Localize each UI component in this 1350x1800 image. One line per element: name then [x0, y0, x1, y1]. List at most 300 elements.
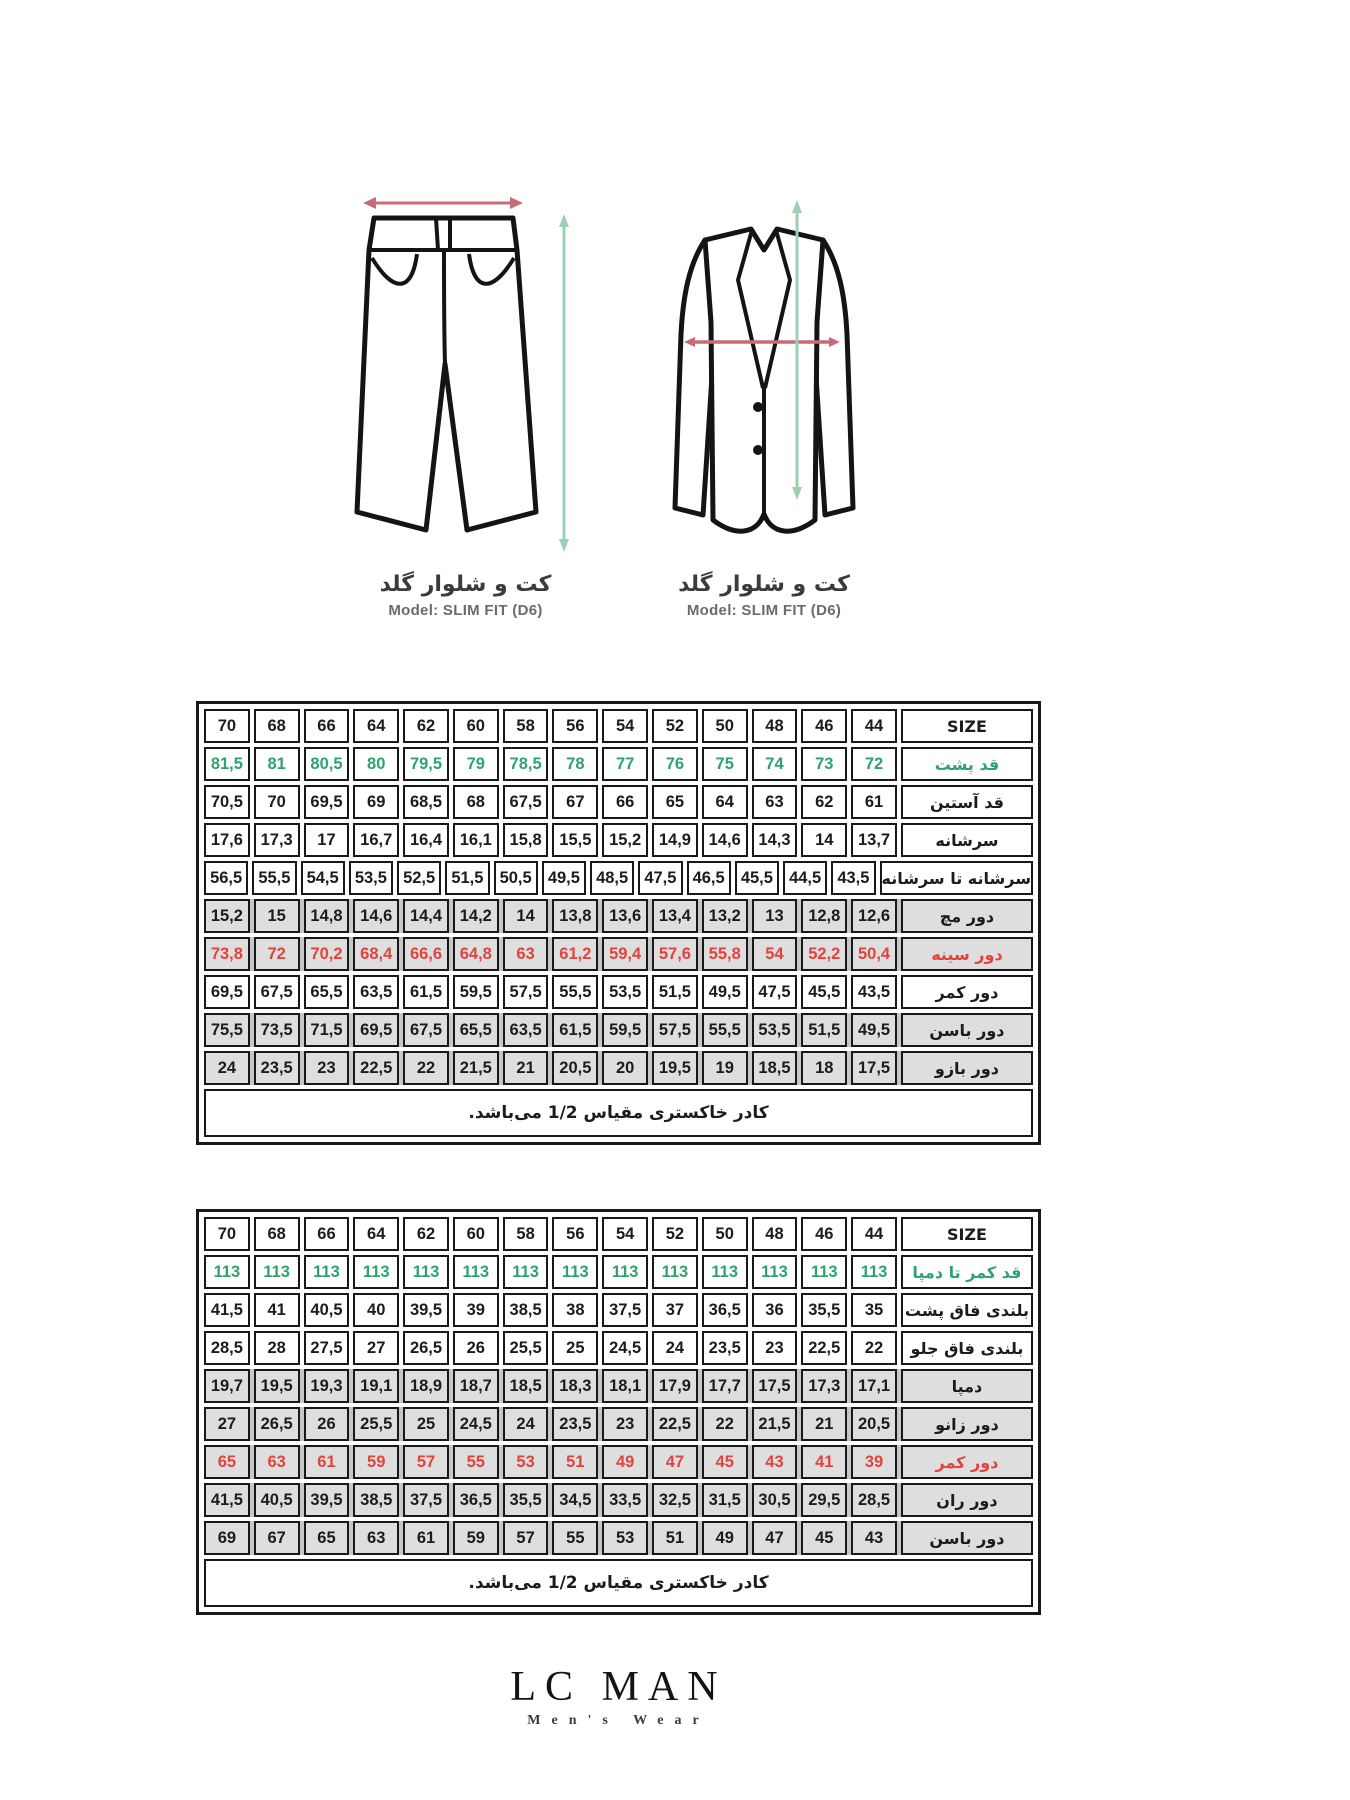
measure-value-cell: 14,4	[403, 899, 449, 933]
measure-value-cell: 59,5	[453, 975, 499, 1009]
measure-label-cell: بلندی فاق پشت	[901, 1293, 1033, 1327]
measure-value-cell: 13	[752, 899, 798, 933]
jacket-model: Model: SLIM FIT (D6)	[686, 602, 842, 619]
measure-value-cell: 49,5	[702, 975, 748, 1009]
measure-value-cell: 35,5	[801, 1293, 847, 1327]
measure-value-cell: 30,5	[752, 1483, 798, 1517]
measure-label-cell: دور باسن	[901, 1013, 1033, 1047]
measure-label-cell: دور سینه	[901, 937, 1033, 971]
size-cell: 60	[453, 709, 499, 743]
measure-label-cell: قد آستین	[901, 785, 1033, 819]
measure-value-cell: 35	[851, 1293, 897, 1327]
measure-value-cell: 20	[602, 1051, 648, 1085]
measure-value-cell: 81	[254, 747, 300, 781]
measure-value-cell: 67,5	[403, 1013, 449, 1047]
measure-value-cell: 53	[503, 1445, 549, 1479]
measure-value-cell: 29,5	[801, 1483, 847, 1517]
size-cell: 54	[602, 1217, 648, 1251]
measure-value-cell: 64	[702, 785, 748, 819]
measure-value-cell: 43	[851, 1521, 897, 1555]
measure-value-cell: 12,6	[851, 899, 897, 933]
measure-value-cell: 45	[702, 1445, 748, 1479]
measure-row	[204, 823, 1033, 857]
measure-value-cell: 69,5	[304, 785, 350, 819]
measure-value-cell: 36	[752, 1293, 798, 1327]
size-cell: 58	[503, 1217, 549, 1251]
size-cell: 64	[353, 709, 399, 743]
measure-value-cell: 65,5	[304, 975, 350, 1009]
measure-value-cell: 61,5	[552, 1013, 598, 1047]
measure-value-cell: 24	[652, 1331, 698, 1365]
measure-value-cell: 50,5	[494, 861, 538, 895]
size-cell: 62	[403, 709, 449, 743]
measure-value-cell: 47	[652, 1445, 698, 1479]
measure-row	[204, 899, 1033, 933]
measure-value-cell: 49,5	[851, 1013, 897, 1047]
measure-value-cell: 70,2	[304, 937, 350, 971]
pants-caption	[380, 572, 552, 619]
measure-value-cell: 70	[254, 785, 300, 819]
measure-row	[204, 785, 1033, 819]
measure-value-cell: 24	[503, 1407, 549, 1441]
size-cell: 62	[403, 1217, 449, 1251]
measure-value-cell: 47	[752, 1521, 798, 1555]
measure-value-cell: 31,5	[702, 1483, 748, 1517]
measure-value-cell: 22	[851, 1331, 897, 1365]
measure-value-cell: 36,5	[702, 1293, 748, 1327]
measure-row	[204, 1331, 1033, 1365]
measure-value-cell: 25,5	[503, 1331, 549, 1365]
measure-value-cell: 34,5	[552, 1483, 598, 1517]
size-cell: 66	[304, 709, 350, 743]
measure-value-cell: 15,5	[552, 823, 598, 857]
measure-value-cell: 19,5	[652, 1051, 698, 1085]
measure-value-cell: 62	[801, 785, 847, 819]
measure-value-cell: 59	[453, 1521, 499, 1555]
measure-value-cell: 18,7	[453, 1369, 499, 1403]
scale-footnote: کادر خاکستری مقیاس 1/2 می‌باشد.	[204, 1089, 1033, 1137]
measure-row	[204, 1051, 1033, 1085]
measure-value-cell: 113	[453, 1255, 499, 1289]
measure-value-cell: 43,5	[851, 975, 897, 1009]
size-cell: 54	[602, 709, 648, 743]
measure-value-cell: 15,8	[503, 823, 549, 857]
measure-value-cell: 18,5	[503, 1369, 549, 1403]
measure-value-cell: 28	[254, 1331, 300, 1365]
measure-label-cell: دور کمر	[901, 975, 1033, 1009]
measure-value-cell: 73,8	[204, 937, 250, 971]
measure-value-cell: 13,2	[702, 899, 748, 933]
measure-value-cell: 69,5	[204, 975, 250, 1009]
pants-figure	[348, 192, 583, 619]
size-cell: 48	[752, 709, 798, 743]
measure-value-cell: 51,5	[652, 975, 698, 1009]
size-cell: 52	[652, 709, 698, 743]
measure-value-cell: 75	[702, 747, 748, 781]
measure-value-cell: 39	[851, 1445, 897, 1479]
measure-value-cell: 61,5	[403, 975, 449, 1009]
measure-value-cell: 16,1	[453, 823, 499, 857]
measure-value-cell: 19	[702, 1051, 748, 1085]
measure-value-cell: 64,8	[453, 937, 499, 971]
measure-value-cell: 37,5	[602, 1293, 648, 1327]
measure-value-cell: 13,6	[602, 899, 648, 933]
measure-value-cell: 27	[353, 1331, 399, 1365]
measure-value-cell: 14,6	[702, 823, 748, 857]
measure-value-cell: 22,5	[801, 1331, 847, 1365]
measure-row	[204, 1407, 1033, 1441]
measure-value-cell: 55,5	[702, 1013, 748, 1047]
measure-value-cell: 113	[254, 1255, 300, 1289]
measure-value-cell: 53	[602, 1521, 648, 1555]
measure-value-cell: 25,5	[353, 1407, 399, 1441]
measure-value-cell: 113	[602, 1255, 648, 1289]
measure-value-cell: 67,5	[254, 975, 300, 1009]
measure-value-cell: 14	[503, 899, 549, 933]
size-header-cell: SIZE	[901, 1217, 1033, 1251]
measure-value-cell: 54	[752, 937, 798, 971]
measure-value-cell: 14,6	[353, 899, 399, 933]
measure-value-cell: 23	[752, 1331, 798, 1365]
measure-value-cell: 18,9	[403, 1369, 449, 1403]
measure-value-cell: 22	[702, 1407, 748, 1441]
measure-label-cell: دور زانو	[901, 1407, 1033, 1441]
measure-value-cell: 78	[552, 747, 598, 781]
measure-value-cell: 67	[254, 1521, 300, 1555]
measure-value-cell: 39	[453, 1293, 499, 1327]
measure-value-cell: 47,5	[752, 975, 798, 1009]
measure-value-cell: 113	[503, 1255, 549, 1289]
brand-logo	[196, 1663, 1041, 1729]
measure-value-cell: 18,1	[602, 1369, 648, 1403]
measure-value-cell: 69	[353, 785, 399, 819]
measure-row	[204, 747, 1033, 781]
size-header-row	[204, 709, 1033, 743]
measure-row	[204, 937, 1033, 971]
measure-value-cell: 81,5	[204, 747, 250, 781]
jacket-figure	[639, 192, 889, 619]
size-cell: 44	[851, 1217, 897, 1251]
measure-value-cell: 55	[552, 1521, 598, 1555]
measure-value-cell: 59	[353, 1445, 399, 1479]
size-cell: 48	[752, 1217, 798, 1251]
measure-value-cell: 79	[453, 747, 499, 781]
measure-value-cell: 41,5	[204, 1293, 250, 1327]
measure-value-cell: 28,5	[851, 1483, 897, 1517]
size-cell: 60	[453, 1217, 499, 1251]
measure-value-cell: 65	[304, 1521, 350, 1555]
size-cell: 46	[801, 709, 847, 743]
measure-value-cell: 61	[403, 1521, 449, 1555]
measure-label-cell: دمپا	[901, 1369, 1033, 1403]
size-cell: 66	[304, 1217, 350, 1251]
measure-value-cell: 23,5	[552, 1407, 598, 1441]
measure-value-cell: 41	[801, 1445, 847, 1479]
measure-row	[204, 1369, 1033, 1403]
pants-diagram-icon	[348, 192, 583, 564]
measure-value-cell: 19,1	[353, 1369, 399, 1403]
measure-value-cell: 17,3	[801, 1369, 847, 1403]
size-cell: 56	[552, 1217, 598, 1251]
measure-value-cell: 72	[254, 937, 300, 971]
measure-value-cell: 36,5	[453, 1483, 499, 1517]
measure-value-cell: 17,3	[254, 823, 300, 857]
measure-value-cell: 51	[652, 1521, 698, 1555]
measure-value-cell: 63	[503, 937, 549, 971]
jacket-caption	[678, 572, 850, 619]
measure-value-cell: 21,5	[453, 1051, 499, 1085]
measure-value-cell: 44,5	[783, 861, 827, 895]
measure-value-cell: 50,4	[851, 937, 897, 971]
measure-value-cell: 28,5	[204, 1331, 250, 1365]
measure-value-cell: 57,5	[652, 1013, 698, 1047]
measure-value-cell: 45	[801, 1521, 847, 1555]
measure-value-cell: 13,4	[652, 899, 698, 933]
measure-value-cell: 80	[353, 747, 399, 781]
measure-value-cell: 17,5	[851, 1051, 897, 1085]
measure-value-cell: 39,5	[403, 1293, 449, 1327]
measure-label-cell: قد کمر تا دمپا	[901, 1255, 1033, 1289]
size-cell: 44	[851, 709, 897, 743]
measure-value-cell: 19,7	[204, 1369, 250, 1403]
measure-value-cell: 23	[304, 1051, 350, 1085]
measure-value-cell: 51,5	[445, 861, 489, 895]
measure-value-cell: 23,5	[702, 1331, 748, 1365]
measure-value-cell: 17,1	[851, 1369, 897, 1403]
measure-row	[204, 1013, 1033, 1047]
measure-value-cell: 41	[254, 1293, 300, 1327]
brand-logo-subtitle: Men's Wear	[527, 1713, 710, 1728]
measure-value-cell: 59,4	[602, 937, 648, 971]
measure-value-cell: 40	[353, 1293, 399, 1327]
size-cell: 64	[353, 1217, 399, 1251]
measure-value-cell: 17,7	[702, 1369, 748, 1403]
measure-value-cell: 59,5	[602, 1013, 648, 1047]
measure-value-cell: 49,5	[542, 861, 586, 895]
measure-value-cell: 22,5	[652, 1407, 698, 1441]
measure-value-cell: 113	[801, 1255, 847, 1289]
measure-value-cell: 17	[304, 823, 350, 857]
measure-value-cell: 65	[204, 1445, 250, 1479]
measure-value-cell: 21	[801, 1407, 847, 1441]
measure-value-cell: 56,5	[204, 861, 248, 895]
measure-value-cell: 113	[652, 1255, 698, 1289]
measure-value-cell: 55,5	[552, 975, 598, 1009]
measure-value-cell: 38,5	[503, 1293, 549, 1327]
measure-label-cell: دور باسن	[901, 1521, 1033, 1555]
measure-value-cell: 68,5	[403, 785, 449, 819]
measure-value-cell: 26	[304, 1407, 350, 1441]
measure-value-cell: 113	[851, 1255, 897, 1289]
measure-value-cell: 70,5	[204, 785, 250, 819]
measure-value-cell: 49	[602, 1445, 648, 1479]
measure-value-cell: 53,5	[349, 861, 393, 895]
measure-value-cell: 25	[552, 1331, 598, 1365]
measure-value-cell: 61	[304, 1445, 350, 1479]
measure-value-cell: 67,5	[503, 785, 549, 819]
measure-value-cell: 14	[801, 823, 847, 857]
measure-value-cell: 113	[204, 1255, 250, 1289]
measure-value-cell: 17,9	[652, 1369, 698, 1403]
measure-value-cell: 13,7	[851, 823, 897, 857]
measure-value-cell: 19,3	[304, 1369, 350, 1403]
measure-value-cell: 63	[254, 1445, 300, 1479]
measure-value-cell: 14,8	[304, 899, 350, 933]
pants-size-table	[196, 1209, 1041, 1615]
measure-label-cell: بلندی فاق جلو	[901, 1331, 1033, 1365]
measure-value-cell: 27,5	[304, 1331, 350, 1365]
measure-row	[204, 1293, 1033, 1327]
measure-value-cell: 74	[752, 747, 798, 781]
measure-value-cell: 32,5	[652, 1483, 698, 1517]
measure-value-cell: 43,5	[831, 861, 875, 895]
size-cell: 50	[702, 1217, 748, 1251]
measure-value-cell: 16,4	[403, 823, 449, 857]
pants-title: کت و شلوار گلد	[379, 572, 552, 597]
measure-value-cell: 18,5	[752, 1051, 798, 1085]
measure-value-cell: 20,5	[552, 1051, 598, 1085]
size-cell: 70	[204, 1217, 250, 1251]
measure-value-cell: 26	[453, 1331, 499, 1365]
measure-value-cell: 52,5	[397, 861, 441, 895]
measure-value-cell: 38	[552, 1293, 598, 1327]
measure-value-cell: 22,5	[353, 1051, 399, 1085]
size-cell: 68	[254, 709, 300, 743]
measure-value-cell: 25	[403, 1407, 449, 1441]
measure-row	[204, 1521, 1033, 1555]
measure-value-cell: 113	[304, 1255, 350, 1289]
measure-value-cell: 24,5	[602, 1331, 648, 1365]
size-cell: 70	[204, 709, 250, 743]
measure-value-cell: 73,5	[254, 1013, 300, 1047]
scale-footnote: کادر خاکستری مقیاس 1/2 می‌باشد.	[204, 1559, 1033, 1607]
brand-logo-title: LC MAN	[510, 1664, 727, 1710]
measure-value-cell: 52,2	[801, 937, 847, 971]
measure-row	[204, 1483, 1033, 1517]
measure-value-cell: 23,5	[254, 1051, 300, 1085]
measure-value-cell: 22	[403, 1051, 449, 1085]
measure-value-cell: 51	[552, 1445, 598, 1479]
measure-value-cell: 40,5	[304, 1293, 350, 1327]
measure-value-cell: 21	[503, 1051, 549, 1085]
measure-value-cell: 113	[702, 1255, 748, 1289]
measure-value-cell: 23	[602, 1407, 648, 1441]
size-cell: 46	[801, 1217, 847, 1251]
measure-value-cell: 17,5	[752, 1369, 798, 1403]
measure-value-cell: 68,4	[353, 937, 399, 971]
measure-value-cell: 53,5	[602, 975, 648, 1009]
measure-value-cell: 19,5	[254, 1369, 300, 1403]
measure-value-cell: 63,5	[353, 975, 399, 1009]
measure-value-cell: 40,5	[254, 1483, 300, 1517]
measure-value-cell: 15,2	[204, 899, 250, 933]
measure-value-cell: 48,5	[590, 861, 634, 895]
measure-value-cell: 55	[453, 1445, 499, 1479]
measure-value-cell: 68	[453, 785, 499, 819]
measure-value-cell: 45,5	[801, 975, 847, 1009]
measure-value-cell: 20,5	[851, 1407, 897, 1441]
measure-value-cell: 38,5	[353, 1483, 399, 1517]
measure-value-cell: 14,9	[652, 823, 698, 857]
measure-value-cell: 66,6	[403, 937, 449, 971]
measure-value-cell: 55,8	[702, 937, 748, 971]
measure-label-cell: دور کمر	[901, 1445, 1033, 1479]
measure-value-cell: 113	[403, 1255, 449, 1289]
measure-label-cell: دور ران	[901, 1483, 1033, 1517]
measure-value-cell: 18	[801, 1051, 847, 1085]
measure-value-cell: 69	[204, 1521, 250, 1555]
measure-value-cell: 17,6	[204, 823, 250, 857]
measure-value-cell: 113	[552, 1255, 598, 1289]
size-cell: 58	[503, 709, 549, 743]
measure-value-cell: 77	[602, 747, 648, 781]
jacket-size-table	[196, 701, 1041, 1145]
measure-value-cell: 65	[652, 785, 698, 819]
measure-value-cell: 76	[652, 747, 698, 781]
measure-value-cell: 24	[204, 1051, 250, 1085]
measure-value-cell: 113	[752, 1255, 798, 1289]
measure-value-cell: 14,3	[752, 823, 798, 857]
measure-value-cell: 78,5	[503, 747, 549, 781]
measure-value-cell: 75,5	[204, 1013, 250, 1047]
measure-value-cell: 65,5	[453, 1013, 499, 1047]
measure-value-cell: 54,5	[301, 861, 345, 895]
measure-label-cell: قد پشت	[901, 747, 1033, 781]
measure-value-cell: 26,5	[254, 1407, 300, 1441]
measure-value-cell: 63,5	[503, 1013, 549, 1047]
measure-value-cell: 14,2	[453, 899, 499, 933]
size-header-row	[204, 1217, 1033, 1251]
measure-label-cell: سرشانه تا سرشانه	[880, 861, 1033, 895]
content-column	[196, 0, 1041, 1729]
figures-row	[196, 0, 1041, 619]
measure-value-cell: 12,8	[801, 899, 847, 933]
measure-label-cell: دور بازو	[901, 1051, 1033, 1085]
measure-value-cell: 49	[702, 1521, 748, 1555]
measure-value-cell: 21,5	[752, 1407, 798, 1441]
measure-value-cell: 53,5	[752, 1013, 798, 1047]
measure-value-cell: 39,5	[304, 1483, 350, 1517]
measure-value-cell: 63	[353, 1521, 399, 1555]
size-cell: 50	[702, 709, 748, 743]
measure-value-cell: 72	[851, 747, 897, 781]
measure-value-cell: 55,5	[252, 861, 296, 895]
measure-value-cell: 15	[254, 899, 300, 933]
measure-value-cell: 57,6	[652, 937, 698, 971]
measure-value-cell: 66	[602, 785, 648, 819]
measure-value-cell: 67	[552, 785, 598, 819]
size-cell: 68	[254, 1217, 300, 1251]
measure-value-cell: 27	[204, 1407, 250, 1441]
size-header-cell: SIZE	[901, 709, 1033, 743]
measure-value-cell: 57	[503, 1521, 549, 1555]
measure-value-cell: 57,5	[503, 975, 549, 1009]
measure-value-cell: 80,5	[304, 747, 350, 781]
measure-value-cell: 26,5	[403, 1331, 449, 1365]
measure-value-cell: 61	[851, 785, 897, 819]
measure-value-cell: 71,5	[304, 1013, 350, 1047]
size-cell: 52	[652, 1217, 698, 1251]
jacket-diagram-icon	[639, 192, 889, 564]
measure-label-cell: سرشانه	[901, 823, 1033, 857]
measure-value-cell: 18,3	[552, 1369, 598, 1403]
measure-value-cell: 46,5	[687, 861, 731, 895]
measure-value-cell: 47,5	[638, 861, 682, 895]
measure-row	[204, 975, 1033, 1009]
measure-value-cell: 35,5	[503, 1483, 549, 1517]
measure-value-cell: 45,5	[735, 861, 779, 895]
measure-value-cell: 15,2	[602, 823, 648, 857]
